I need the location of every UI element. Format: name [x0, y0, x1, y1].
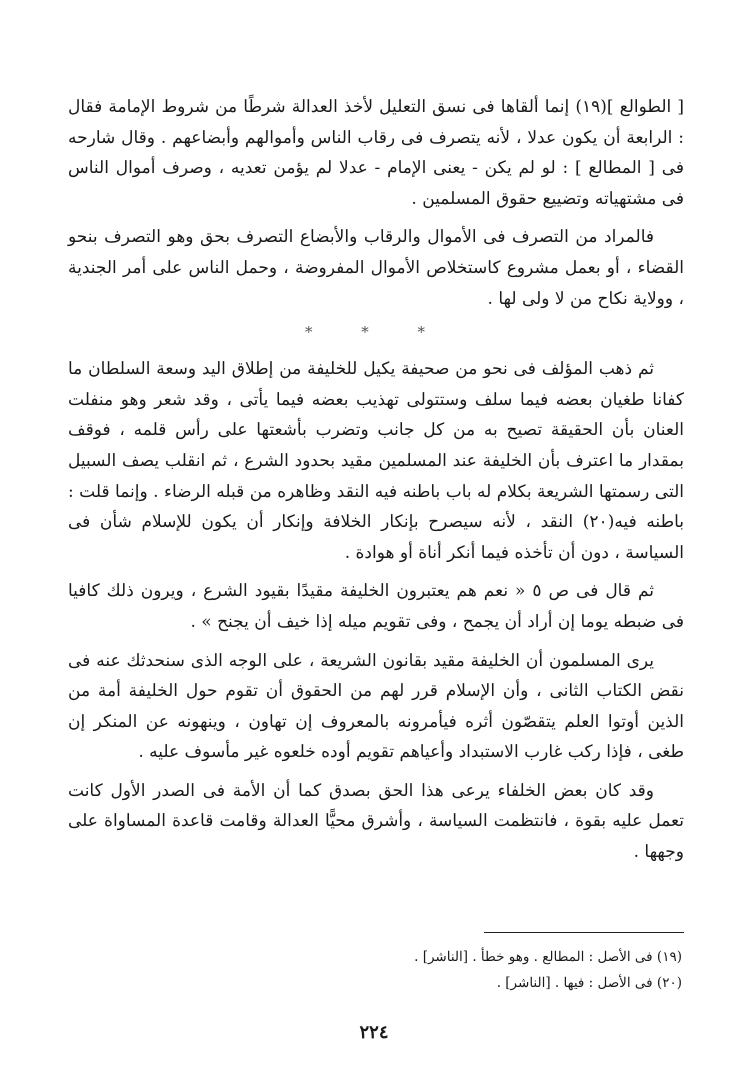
paragraph-4: ثم قال فى ص ٥ « نعم هم يعتبرون الخليفة مقيدًا بقيود الشرع ، ويرون ذلك كافيا فى ضبطه يوما إن أراد أن يجمح ، وفى تقويم ميله إذا خيف أن يجنح » .	[68, 581, 684, 632]
paragraph-6: وقد كان بعض الخلفاء يرعى هذا الحق بصدق كما أن الأمة فى الصدر الأول كانت تعمل عليه بقوة ، فانتظمت السياسة ، وأشرق محيًّا العدالة وقامت قاعدة المساواة على وجهها .	[68, 780, 684, 863]
paragraph-5: يرى المسلمون أن الخليفة مقيد بقانون الشريعة ، على الوجه الذى سنحدثك عنه فى نقض الكتاب الثانى ، وأن الإسلام قرر لهم من الحقوق أن تقوم حول الخليفة أمة من الذين أوتوا العلم يتقصّون أثره فيأمرونه بالمعروف إن تهاون ، وينهونه عن المنكر إن طغى ، فإذا ركب غارب الاستبداد وأعياهم تقويم أوده خلعوه غير مأسوف عليه .	[68, 650, 684, 763]
footnotes	[82, 944, 682, 996]
paragraph-3: ثم ذهب المؤلف فى نحو من صحيفة يكيل للخليفة من إطلاق اليد وسعة السلطان ما كفانا طغيان بعضه فيما سلف وستتولى تهذيب بعضه فيما يأتى ، وقد شعر وهو منفلت العنان بأن الحقيقة تصيح به من كل جانب وتضرب بأشعتها على رأس قلمه ، فوقف بمقدار ما اعترف بأن الخليفة عند المسلمين مقيد بحدود الشرع ، ثم انقلب يصف السبيل التى رسمتها الشريعة بكلام له باب باطنه فيه النقد وظاهره من قبله الرضاء . وإنما قلت : باطنه فيه(٢٠) النقد ، لأنه سيصرح بإنكار الخلافة وإنكار أن يكون للإسلام شأن فى السياسة ، دون أن تأخذه فيما أنكر أناة أو هوادة .	[68, 359, 685, 563]
footnote-20: (٢٠) فى الأصل : فيها . [الناشر] .	[496, 975, 682, 991]
paragraph-1: [ الطوالع ](١٩) إنما ألقاها فى نسق التعليل لأخذ العدالة شرطًا من شروط الإمامة فقال : الرابعة أن يكون عدلا ، لأنه يتصرف فى رقاب الناس وأموالهم وأبضاعهم . وقال شارحه فى [ المطالع ] : لو لم يكن - يعنى الإمام - عدلا لم يؤمن تعديه ، وصرف أموال الناس فى مشتهياته وتضييع حقوق المسلمين .	[68, 97, 684, 209]
footnote-19: (١٩) فى الأصل : المطالع . وهو خطأ . [الناشر] .	[414, 949, 682, 965]
main-text	[68, 92, 684, 868]
paragraph-2: فالمراد من التصرف فى الأموال والرقاب والأبضاع التصرف بحق وهو التصرف بنحو القضاء ، أو بعمل مشروع كاستخلاص الأموال المفروضة ، وحمل الناس على أمر الجندية ، وولاية نكاح من لا ولى لها .	[68, 227, 684, 309]
page-number: ٢٢٤	[359, 1022, 389, 1043]
footnote-divider	[484, 932, 684, 933]
section-separator: * * *	[304, 323, 448, 342]
